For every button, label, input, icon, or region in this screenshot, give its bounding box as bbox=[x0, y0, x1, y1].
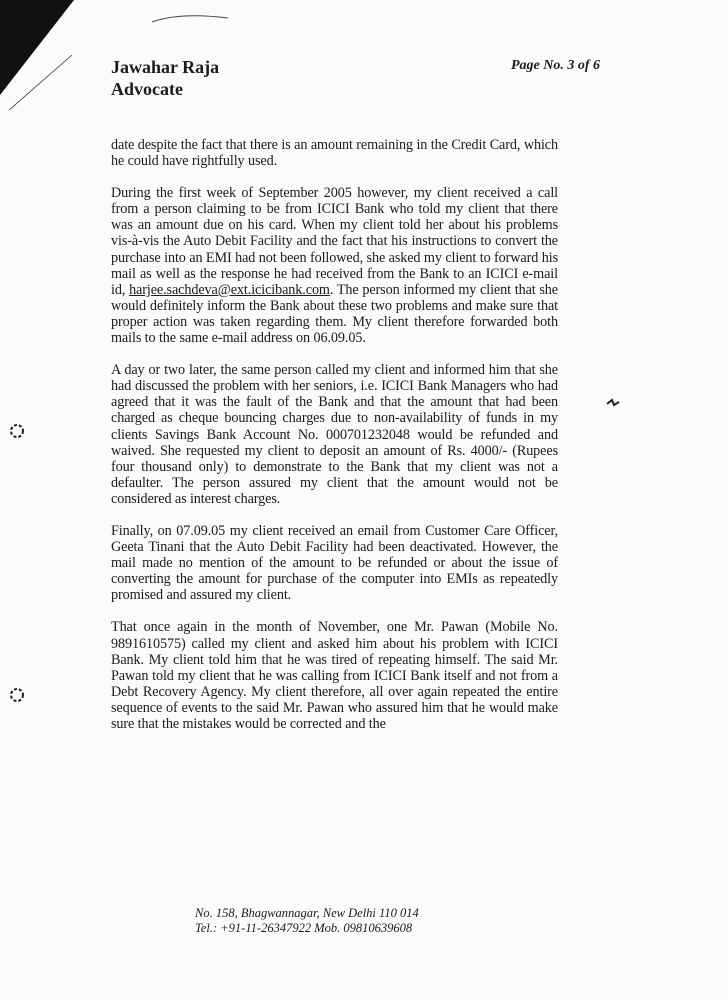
paragraph-2-text-b: . The person informed my client that she would definitely inform the Bank about these two problems and make sure that proper action was taken regarding them. My client therefore forwarded both mails to the same e-mail address on 06.09.05. bbox=[111, 281, 558, 347]
paragraph-3: A day or two later, the same person called my client and informed him that she had discussed the problem with her seniors, i.e. ICICI Bank Managers who had agreed that it was the fault of the Bank and that the amount that had been charged as cheque bouncing charges due to non-availability of funds in my clients Savings Bank Account No. 000701232048 would be refunded and waived. She requested my client to deposit an amount of Rs. 4000/- (Rupees four thousand only) to demonstrate to the Bank that my client was not a defaulter. The person assured my client that the amount would not be considered as interest charges. bbox=[111, 362, 558, 507]
paragraph-2 bbox=[111, 185, 558, 346]
letterhead bbox=[111, 56, 219, 100]
email-link[interactable]: harjee.sachdeva@ext.icicibank.com bbox=[129, 281, 330, 298]
advocate-name: Jawahar Raja bbox=[111, 57, 220, 77]
punch-hole-top bbox=[8, 422, 26, 440]
page-number: Page No. 3 of 6 bbox=[511, 58, 601, 73]
scan-speck bbox=[606, 398, 620, 408]
paragraph-1: date despite the fact that there is an amount remaining in the Credit Card, which he could have rightfully used. bbox=[111, 137, 558, 170]
office-address: No. 158, Bhagwannagar, New Delhi 110 014 bbox=[195, 906, 419, 920]
paragraph-4: Finally, on 07.09.05 my client received an email from Customer Care Officer, Geeta Tinani that the Auto Debit Facility had been deactivated. However, the mail made no mention of the amount to be refunded or about the issue of converting the amount for purchase of the computer into EMIs as repeatedly promised and assured my client. bbox=[111, 522, 558, 604]
letter-body bbox=[111, 137, 558, 748]
paragraph-2-text-a: During the first week of September 2005 however, my client received a call from a person claiming to be from ICICI Bank who told my client that there was an amount due on his card. When my client told her about his problems vis-à-vis the Auto Debit Facility and the fact that his instructions to convert the purchase into an EMI had not been followed, she asked my client to forward his mail as well as the response he had received from the Bank to an ICICI e-mail id, bbox=[111, 185, 558, 298]
paragraph-5: That once again in the month of November, one Mr. Pawan (Mobile No. 9891610575) called my client and asked him about his problem with ICICI Bank. My client told him that he was tired of repeating himself. The said Mr. Pawan told my client that he was calling from ICICI Bank itself and not from a Debt Recovery Agency. My client therefore, all over again repeated the entire sequence of events to the said Mr. Pawan who assured him that he would make sure that the mistakes would be corrected and the bbox=[111, 619, 558, 732]
scan-pen-stroke bbox=[150, 8, 230, 28]
contact-numbers: Tel.: +91-11-26347922 Mob. 09810639608 bbox=[195, 921, 413, 935]
advocate-title: Advocate bbox=[111, 79, 183, 99]
footer-address bbox=[195, 906, 495, 936]
scan-corner-fold bbox=[0, 0, 80, 110]
punch-hole-bottom bbox=[8, 686, 26, 704]
